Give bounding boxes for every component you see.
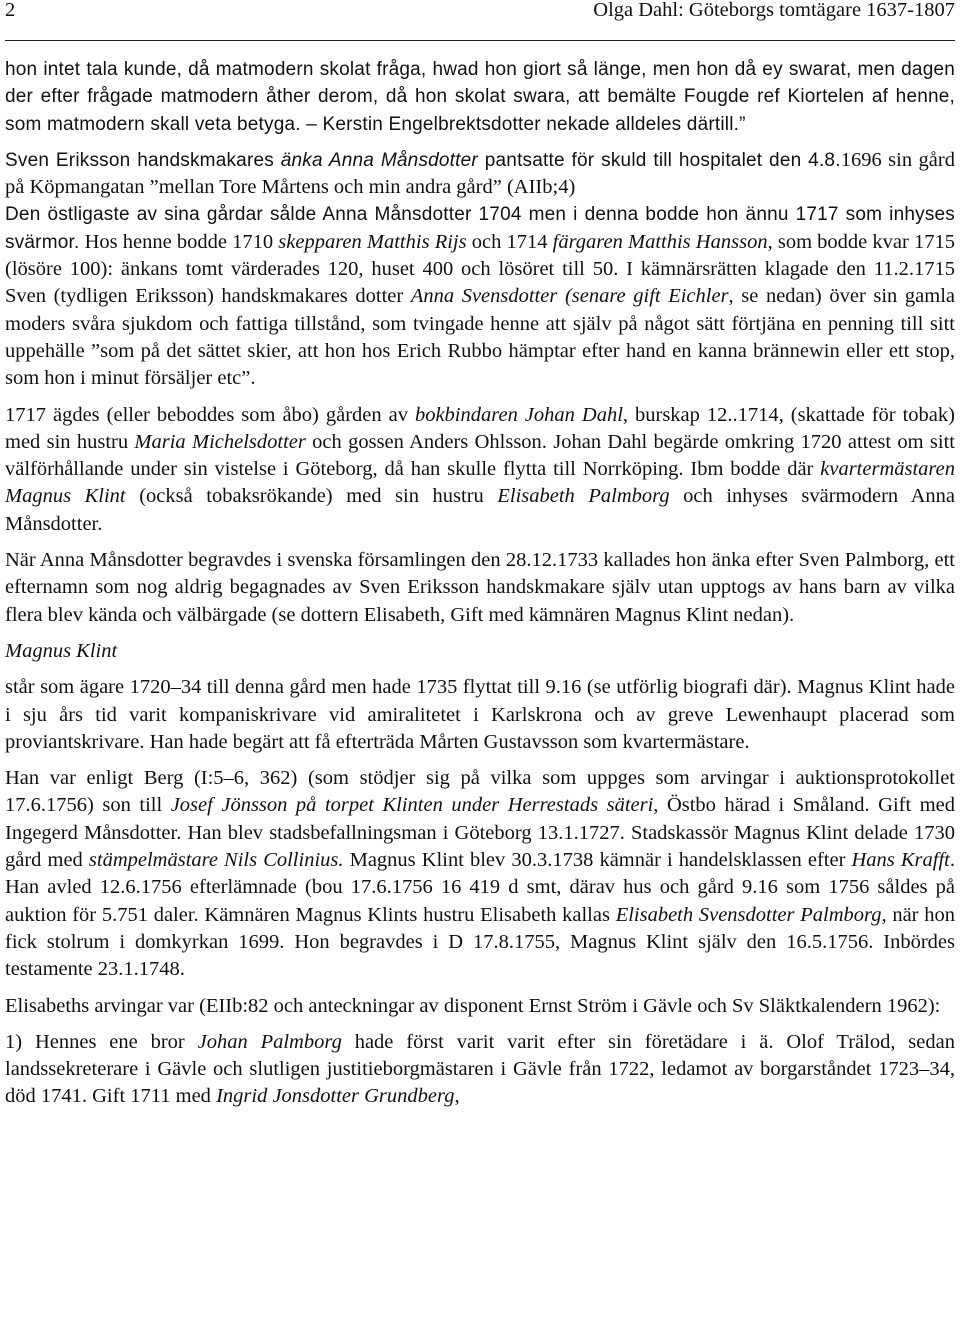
text-run: Elisabeths arvingar var (EIIb:82 och anteckningar av disponent Ernst Ström i Gävle och Sv Släktkalendern 1962): <box>5 994 941 1017</box>
paragraph-p4 <box>5 402 955 538</box>
text-run: , <box>454 1085 460 1108</box>
running-title: Olga Dahl: Göteborgs tomtägare 1637-1807 <box>593 0 955 21</box>
text-run: och inhyses svärmodern Anna Månsdotter. <box>5 485 955 535</box>
page-number: 2 <box>5 0 16 21</box>
paragraph-p6 <box>5 638 955 665</box>
header-rule <box>5 40 955 41</box>
italic-run: Johan Palmborg <box>197 1030 342 1053</box>
italic-run: Hans Krafft <box>851 849 950 872</box>
text-run: , se nedan) över sin gamla moders svåra sjukdom och fattiga tillstånd, som tvingade henne att själv på något sätt förtjäna en penning till sitt uppehälle ”som på det sättet skier, att hon hos Erich Rubbo hämptar efter hand en kanna brännewin eller ett stop, som hon i minut försäljer etc”. <box>5 285 955 390</box>
italic-run: färgaren Matthis Hansson <box>552 230 768 253</box>
paragraph-p7 <box>5 674 955 756</box>
text-run: pantsatte för skuld till hospitalet den 4.8. <box>477 149 841 171</box>
italic-run: stämpelmästare Nils Collinius. <box>88 849 344 872</box>
italic-run: kvartermästaren Magnus Klint <box>5 458 955 508</box>
text-run: hon intet tala kunde, då matmodern skolat fråga, hwad hon giort så länge, men hon då ey swarat, men dagen der efter frågade matmodern åther derom, då hon skolat swara, att bemälte Fougde ref Kiortelen af henne, som matmodern skall veta betyga. – Kerstin Engelbrektsdotter nekade alldeles därtill.” <box>5 59 955 135</box>
text-run: , burskap 12..1714, (skattade för tobak) med sin hustru <box>5 403 955 453</box>
text-run: (också tobaksrökande) med sin hustru <box>125 485 498 508</box>
document-page <box>5 0 955 1337</box>
italic-run: Magnus Klint <box>5 639 118 662</box>
paragraph-p1 <box>5 56 955 138</box>
text-run: när hon fick stolrum i domkyrkan 1699. Hon begravdes i D 17.8.1755, Magnus Klint själv den 16.5.1756. Inbördes testamente 23.1.1748. <box>5 903 955 981</box>
text-run: Magnus Klint blev 30.3.1738 kämnär i handelsklassen efter <box>343 849 852 872</box>
text-run: 1) Hennes ene bror <box>5 1030 198 1053</box>
italic-run: Maria Michelsdotter <box>134 430 306 453</box>
italic-run: Ingrid Jonsdotter Grundberg <box>216 1085 455 1108</box>
italic-run: Anna Svensdotter (senare gift Eichler <box>410 285 729 308</box>
paragraph-p8 <box>5 765 955 983</box>
italic-run: änka Anna Månsdotter <box>280 149 478 171</box>
paragraph-p9 <box>5 993 955 1020</box>
text-run: Sven Eriksson handskmakares <box>5 149 281 171</box>
text-run: hade först varit varit efter sin företädare i ä. Olof Trälod, sedan landssekreterare i Gävle och slutligen justitieborgmästaren i Gävle från 1722, ledamot av borgarståndet 1723–34, död 1741. Gift 1711 med <box>5 1030 955 1108</box>
document-body <box>5 56 955 1120</box>
paragraph-p2 <box>5 147 955 202</box>
text-run: och 1714 <box>466 230 553 253</box>
text-run: och gossen Anders Ohlsson. Johan Dahl begärde omkring 1720 attest om sitt välförhållande under sin vistelse i Göteborg, då han skulle flytta till Norrköping. Ibm bodde där <box>5 430 955 481</box>
page-header <box>5 0 955 24</box>
text-run: 1696 sin gård på Köpmangatan ”mellan Tore Mårtens och min andra gård” (AIIb;4) <box>5 148 955 199</box>
text-run: står som ägare 1720–34 till denna gård men hade 1735 flyttat till 9.16 (se utförlig biografi där). Magnus Klint hade i sju års tid varit kompaniskrivare vid amiralitetet i Karlskrona och av greve Lewenhaupt placerad som proviantskrivare. Han hade begärt att få efterträda Mårten Gustavsson som kvartermästare. <box>5 676 955 753</box>
text-run: , som bodde kvar 1715 (lösöre 100): änkans tomt värderades 120, huset 400 och lösöret till 50. I kämnärsrätten klagade den 11.2.1715 Sven (tydligen Eriksson) handskmakares dotter <box>5 230 955 308</box>
text-run: Den östligaste av sina gårdar sålde Anna Månsdotter 1704 men i denna bodde hon ännu 1717 som inhyses svärmor. <box>5 204 955 253</box>
text-run: 1717 ägdes (eller beboddes som åbo) gården av <box>5 403 415 426</box>
italic-run: bokbindaren Johan Dahl <box>414 403 623 426</box>
italic-run: Josef Jönsson på torpet Klinten under Herrestads säteri <box>170 794 654 817</box>
text-run: När Anna Månsdotter begravdes i svenska församlingen den 28.12.1733 kallades hon änka efter Sven Palmborg, ett efternamn som nog aldrig begagnades av Sven Eriksson handskmakare själv utan upptogs av hans barn av vilka flera blev kända och välbärgade (se dottern Elisabeth, Gift med kämnären Magnus Klint nedan). <box>5 549 955 626</box>
text-run: . Han avled 12.6.1756 efterlämnade (bou 17.6.1756 16 419 d smt, därav hus och gård 9.16 som 1756 såldes på auktion för 5.751 daler. Kämnären Magnus Klints hustru Elisabeth kallas <box>5 849 955 926</box>
italic-run: Elisabeth Svensdotter Palmborg, <box>615 903 887 926</box>
paragraph-p3 <box>5 201 955 392</box>
text-run: , Östbo härad i Småland. Gift med Ingegerd Månsdotter. Han blev stadsbefallningsman i Göteborg 13.1.1727. Stadskassör Magnus Klint delade 1730 gård med <box>5 794 955 872</box>
text-run: Han var enligt Berg (I:5–6, 362) (som stödjer sig på vilka som uppges som arvingar i auktionsprotokollet 17.6.1756) son till <box>5 767 955 817</box>
paragraph-p10 <box>5 1029 955 1111</box>
italic-run: Elisabeth Palmborg <box>497 485 670 508</box>
paragraph-p5 <box>5 547 955 629</box>
italic-run: skepparen Matthis Rijs <box>278 230 467 253</box>
text-run: Hos henne bodde 1710 <box>79 230 279 253</box>
